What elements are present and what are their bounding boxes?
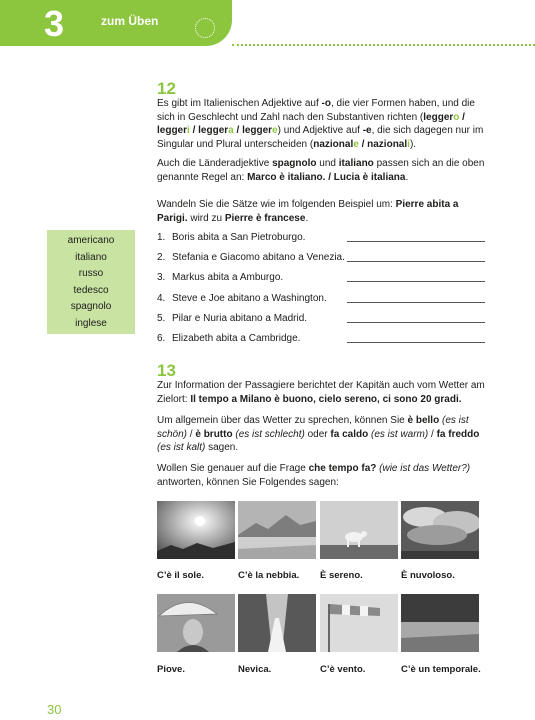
snow-photo: [238, 594, 316, 652]
sentence-text: Stefania e Giacomo abitano a Venezia.: [172, 252, 345, 264]
exercise-12-number: 12: [157, 79, 176, 98]
answer-line[interactable]: [347, 281, 485, 282]
dotted-line-decoration: [232, 44, 535, 46]
sentence-text: Pilar e Nuria abitano a Madrid.: [172, 312, 308, 324]
sentence-number: 6.: [157, 332, 166, 344]
sentence-item: [157, 231, 487, 251]
exercise-13-expressions-paragraph: Um allgemein über das Wetter zu sprechen, können Sie è bello (es ist schön) / è brutto (es ist schlecht) oder fa caldo (es ist warm) / fa freddo (es ist kalt) sagen.: [157, 415, 480, 454]
weather-caption: C’è il sole.: [157, 570, 204, 581]
sentence-item: [157, 332, 487, 352]
page-number: 30: [47, 702, 62, 717]
fog-photo: [238, 501, 316, 559]
exercise-12-country-paragraph: Auch die Länderadjektive spagnolo und italiano passen sich an die oben genannte Regel an: Marco è italiano. / Lucia è italiana.: [157, 158, 485, 183]
cloudy-photo: [401, 501, 479, 559]
sentence-number: 5.: [157, 312, 166, 324]
exercise-12-instruction: Wandeln Sie die Sätze wie im folgenden Beispiel um: Pierre abita a Parigi. wird zu Pierre è francese.: [157, 199, 459, 224]
sentence-number: 1.: [157, 232, 166, 243]
word-box: [47, 230, 135, 334]
exercise-13-number: 13: [157, 361, 176, 380]
chapter-title: zum Üben: [101, 14, 159, 28]
weather-caption: Piove.: [157, 664, 185, 675]
exercise-13-question-paragraph: Wollen Sie genauer auf die Frage che tempo fa? (wie ist das Wetter?) antworten, können Sie Folgendes sagen:: [157, 463, 471, 488]
clear-sky-photo: [320, 501, 398, 559]
sentence-text: Boris abita a San Pietroburgo.: [172, 232, 306, 243]
sentence-number: 3.: [157, 272, 166, 284]
sentence-text: Steve e Joe abitano a Washington.: [172, 292, 327, 304]
dotted-circle-decoration: [195, 18, 215, 38]
sentence-item: [157, 251, 487, 271]
word-box-item: americano: [67, 235, 115, 246]
word-box-item: italiano: [75, 251, 107, 263]
answer-line[interactable]: [347, 342, 485, 343]
weather-caption: È nuvoloso.: [401, 570, 455, 581]
sentence-text: Markus abita a Amburgo.: [172, 272, 284, 284]
sentence-item: [157, 271, 487, 291]
sentence-number: 4.: [157, 292, 166, 304]
windsock-photo: [320, 594, 398, 652]
answer-line[interactable]: [347, 302, 485, 303]
exercise-12-sentence-list: [157, 231, 487, 352]
chapter-header: [0, 0, 232, 46]
exercise-12-rule-paragraph: Es gibt im Italienischen Adjektive auf -o, die vier Formen haben, und die sich in Geschlecht und Zahl nach den Substantiven richten (leggero / leggeri / leggera / leggere) und Adjektive auf -e, die sich dagegen nur im Singular und Plural unterscheiden (nazionale / nazionali).: [157, 98, 484, 150]
word-box-item: russo: [78, 268, 104, 280]
storm-photo: [401, 594, 479, 652]
word-box-item: spagnolo: [70, 301, 112, 313]
rain-photo: [157, 594, 235, 652]
answer-line[interactable]: [347, 322, 485, 323]
word-box-item: tedesco: [73, 284, 109, 296]
sentence-text: Elizabeth abita a Cambridge.: [172, 332, 301, 344]
weather-caption: C’è vento.: [320, 664, 366, 675]
weather-caption: Nevica.: [238, 664, 272, 675]
exercise-13-intro-paragraph: Zur Information der Passagiere berichtet der Kapitän auch vom Wetter am Zielort: Il tempo a Milano è buono, cielo sereno, ci sono 20 gradi.: [157, 380, 485, 405]
answer-line[interactable]: [347, 261, 485, 262]
sentence-number: 2.: [157, 252, 166, 264]
word-box-item: inglese: [75, 317, 107, 329]
weather-caption: È sereno.: [320, 570, 363, 581]
sentence-item: [157, 312, 487, 332]
answer-line[interactable]: [347, 241, 485, 242]
chapter-number: 3: [44, 3, 65, 44]
sun-photo: [157, 501, 235, 559]
weather-caption: C’è la nebbia.: [238, 570, 300, 581]
sentence-item: [157, 292, 487, 312]
weather-caption: C’è un temporale.: [401, 664, 481, 675]
